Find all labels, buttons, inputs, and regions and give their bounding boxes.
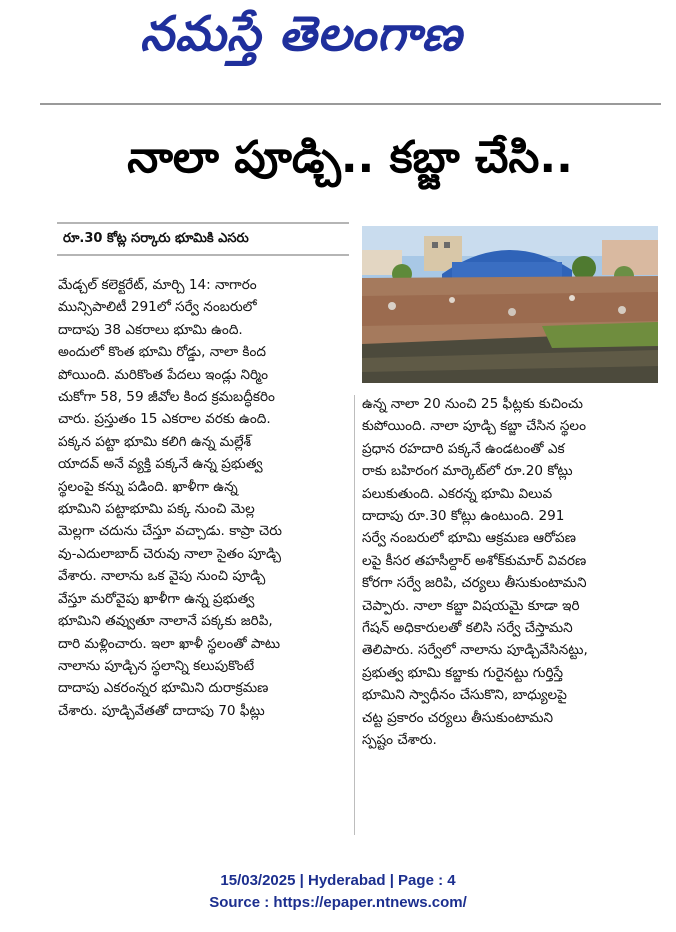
article-text-line: తెలిపారు. సర్వేలో నాలాను పూడ్చివేసినట్టు, [362,642,588,659]
article-subheadline: రూ.30 కోట్ల సర్కారు భూమికి ఎసరు [57,222,349,256]
article-text-line: దాదాపు ఎకరంన్నర భూమిని దురాక్రమణ [58,680,269,697]
article-text-line: భూమిని స్వాధీనం చేసుకొని, బాధ్యులపై [362,687,567,704]
article-text-line: మెల్లగా చదును చేస్తూ వచ్చాడు. కాప్రా చెరు [58,523,282,540]
article-text-line: దాదాపు 38 ఎకరాలు భూమి ఉంది. [58,321,243,338]
footer-date-edition: 15/03/2025 | Hyderabad | Page : 4 [220,872,456,889]
article-text-line: భూమిని తవ్వుతూ నాలానే పక్కకు జరిపి, [58,613,273,630]
article-text-line: ఉన్న నాలా 20 నుంచి 25 ఫీట్లకు కుచించు [362,396,583,412]
article-text-line: యాదవ్ అనే వ్యక్తి పక్కనే ఉన్న ప్రభుత్వ [58,456,263,473]
article-text-line: వు-ఎదులాబాద్ చెరువు నాలా సైతం పూడ్చి [58,545,282,562]
article-text-line: రాకు బహిరంగ మార్కెట్‌లో రూ.20 కోట్లు [362,463,573,480]
article-headline: నాలా పూడ్చి.. కబ్జా చేసి.. [127,132,573,183]
article-text-line: చట్ట ప్రకారం చర్యలు తీసుకుంటామని [362,709,554,726]
photo-illustration [362,226,658,383]
article-text-line: చెప్పారు. నాలా కబ్జా విషయమై కూడా ఇరి [362,597,580,614]
article-text-line: పక్కన పట్టా భూమి కలిగి ఉన్న మల్లేశ్ [58,433,252,450]
article-text-line: అందులో కొంత భూమి రోడ్డు, నాలా కింద [58,344,266,361]
masthead-divider [40,103,661,105]
article-text-line: భూమిని పట్టాభూమి పక్క నుంచి మెల్ల [58,501,255,518]
article-text-line: స్పష్టం చేశారు. [362,732,437,749]
article-text-line: సర్వే నంబరులో భూమి ఆక్రమణ ఆరోపణ [362,530,576,547]
article-text-line: దారి మళ్లించారు. ఇలా ఖాళీ స్థలంతో పాటు [58,635,281,652]
article-text-line: పోయింది. మరికొంత పేదలు ఇండ్లు నిర్మిం [58,366,269,383]
article-photo [362,226,658,383]
article-text-line: చుకోగా 58, 59 జీవోల కింద క్రమబద్ధీకరిం [58,389,275,406]
article-right-column [362,393,660,752]
footer-source-link[interactable]: Source : https://epaper.ntnews.com/ [209,894,467,911]
article-text-line: గేషన్ అధికారులతో కలిసి సర్వే చేస్తామని [362,620,573,637]
article-text-line: నాలాను పూడ్చిన స్థలాన్ని కలుపుకొంటే [58,657,255,674]
article-text-line: పలుకుతుంది. ఎకరన్న భూమి విలువ [362,485,553,502]
article-text-line: చేశారు. పూడ్చివేతతో దాదాపు 70 ఫీట్లు [58,702,265,719]
article-text-line: ప్రభుత్వ భూమి కబ్జాకు గురైనట్టు గుర్తిస్తే [362,664,564,681]
article-text-line: కోరగా సర్వే జరిపి, చర్యలు తీసుకుంటామని [362,575,587,592]
column-divider [354,395,355,835]
article-text-line: ప్రధాన రహదారి పక్కనే ఉండటంతో ఎక [362,440,565,457]
article-text-line: స్థలంపై కన్ను పడింది. ఖాళీగా ఉన్న [58,478,238,495]
article-text-line: వేస్తూ మరోవైపు ఖాళీగా ఉన్న ప్రభుత్వ [58,590,255,607]
article-text-line: కుపోయింది. నాలా పూడ్చి కబ్జా చేసిన స్థలం [362,418,586,435]
article-text-line: దాదాపు రూ.30 కోట్లు ఉంటుంది. 291 [362,508,565,525]
article-text-line: మేడ్చల్ కలెక్టరేట్, మార్చి 14: నాగారం [58,277,257,293]
newspaper-masthead: నమస్తే తెలంగాణ [140,6,463,62]
article-text-line: లపై కీసర తహసీల్దార్ అశోక్‌కుమార్ వివరణ [362,552,587,569]
article-text-line: మున్సిపాలిటీ 291లో సర్వే నంబరులో [58,299,257,316]
article-left-column [58,274,348,722]
article-text-line: వేశారు. నాలాను ఒక వైపు నుంచి పూడ్చి [58,568,266,585]
article-text-line: చారు. ప్రస్తుతం 15 ఎకరాల వరకు ఉంది. [58,411,271,428]
